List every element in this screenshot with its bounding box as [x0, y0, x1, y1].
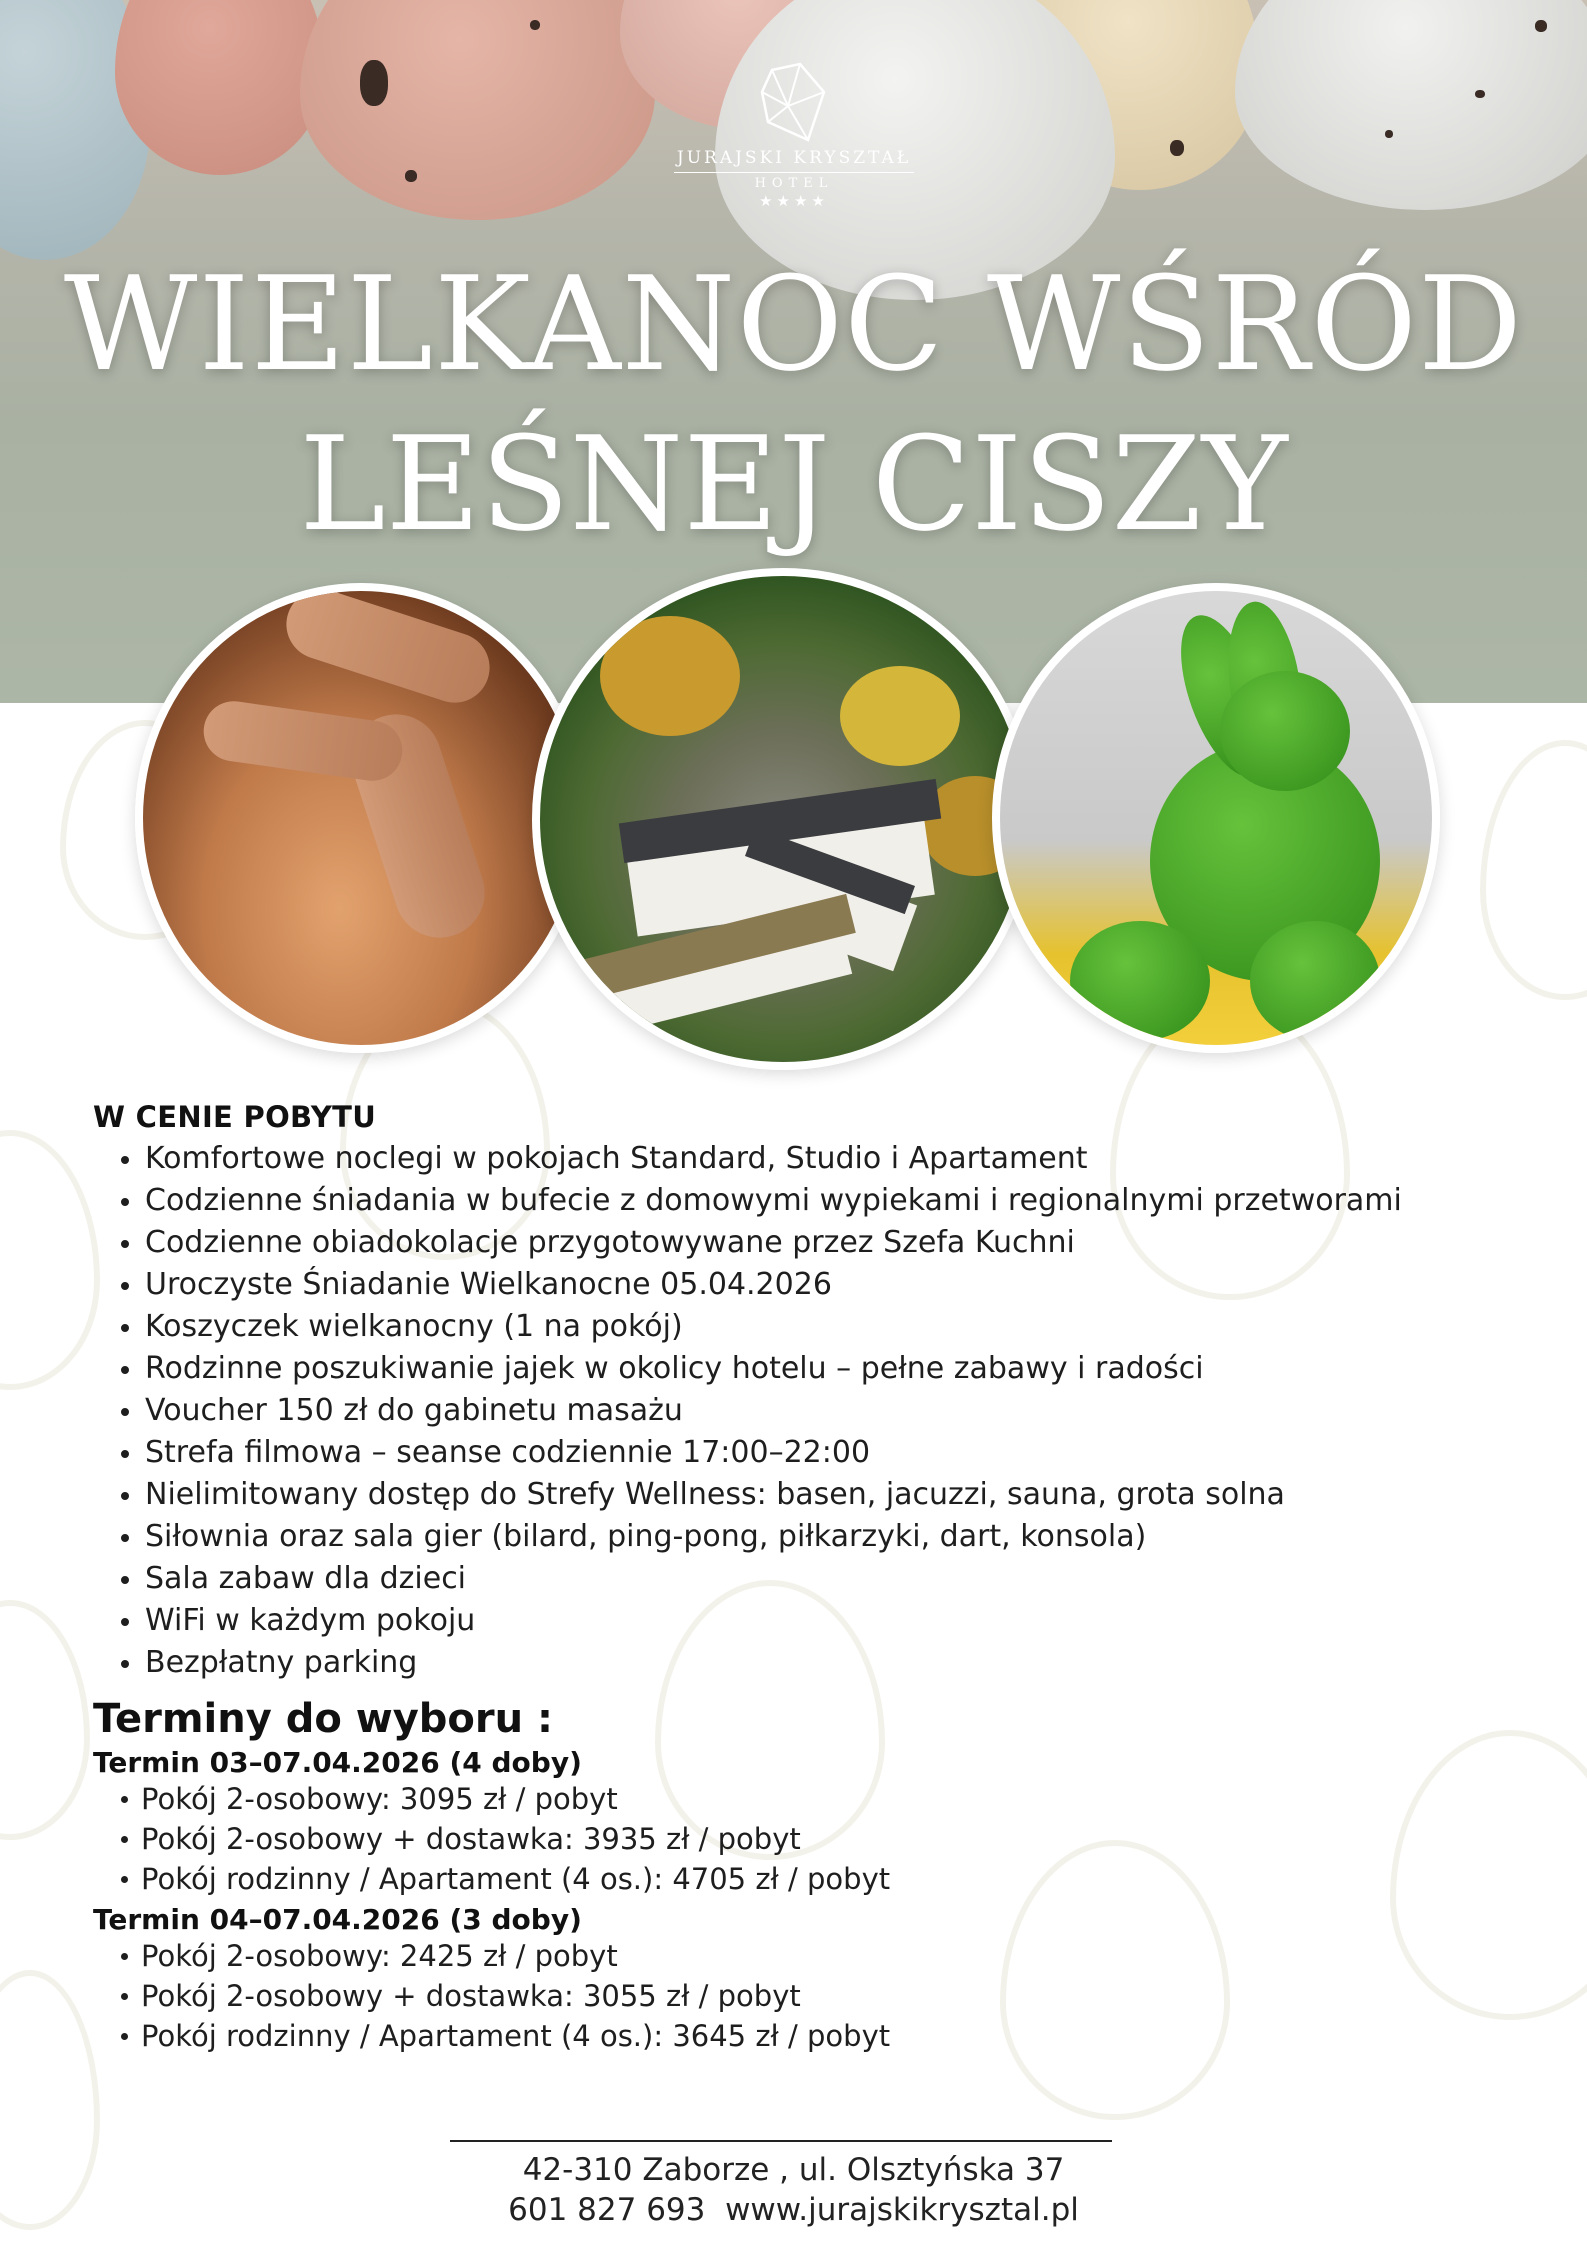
list-item: Uroczyste Śniadanie Wielkanocne 05.04.2026	[93, 1264, 1493, 1306]
price-list	[93, 1936, 1493, 2056]
massage-photo	[135, 583, 587, 1053]
offer-content	[93, 1100, 1493, 2056]
term-heading: Termin 04–07.04.2026 (3 doby)	[93, 1903, 582, 1936]
footer-address: 42-310 Zaborze , ul. Olsztyńska 37	[522, 2152, 1065, 2188]
list-item: WiFi w każdym pokoju	[93, 1600, 1493, 1642]
moss-bunny-photo	[992, 583, 1440, 1053]
price-list	[93, 1779, 1493, 1899]
hotel-name: JURAJSKI KRYSZTAŁ	[676, 148, 912, 168]
decorative-egg-outline	[0, 1600, 90, 1840]
hotel-subtitle: HOTEL	[754, 176, 834, 191]
list-item: Strefa filmowa – seanse codziennie 17:00–22:00	[93, 1432, 1493, 1474]
list-item: Sala zabaw dla dzieci	[93, 1558, 1493, 1600]
price-item: Pokój rodzinny / Apartament (4 os.): 4705 zł / pobyt	[93, 1859, 1493, 1899]
decorative-egg-outline	[0, 1970, 100, 2230]
included-heading: W CENIE POBYTU	[93, 1100, 377, 1134]
headline-line-1: WIELKANOC WŚRÓD	[63, 248, 1524, 400]
easter-egg-white-speckled	[1235, 0, 1587, 210]
term-heading: Termin 03–07.04.2026 (4 doby)	[93, 1746, 582, 1779]
terms-title: Terminy do wyboru :	[93, 1696, 553, 1742]
easter-egg-pink-speckled	[300, 0, 655, 220]
footer-contact	[0, 2192, 1587, 2228]
price-item: Pokój rodzinny / Apartament (4 os.): 3645 zł / pobyt	[93, 2016, 1493, 2056]
list-item: Codzienne obiadokolacje przygotowywane przez Szefa Kuchni	[93, 1222, 1493, 1264]
hotel-logo	[664, 62, 924, 210]
price-item: Pokój 2-osobowy: 3095 zł / pobyt	[93, 1779, 1493, 1819]
list-item: Voucher 150 zł do gabinetu masażu	[93, 1390, 1493, 1432]
price-item: Pokój 2-osobowy + dostawka: 3055 zł / pobyt	[93, 1976, 1493, 2016]
list-item: Nielimitowany dostęp do Strefy Wellness: basen, jacuzzi, sauna, grota solna	[93, 1474, 1493, 1516]
included-list	[93, 1138, 1493, 1684]
hotel-aerial-photo	[532, 568, 1034, 1070]
crystal-icon	[758, 62, 830, 144]
price-item: Pokój 2-osobowy + dostawka: 3935 zł / pobyt	[93, 1819, 1493, 1859]
list-item: Koszyczek wielkanocny (1 na pokój)	[93, 1306, 1493, 1348]
headline-line-2: LEŚNEJ CISZY	[299, 408, 1288, 560]
list-item: Bezpłatny parking	[93, 1642, 1493, 1684]
list-item: Siłownia oraz sala gier (bilard, ping-pong, piłkarzyki, dart, konsola)	[93, 1516, 1493, 1558]
decorative-egg-outline	[1480, 740, 1587, 1000]
footer-divider	[450, 2140, 1112, 2142]
footer-phone[interactable]: 601 827 693	[508, 2192, 706, 2228]
logo-divider	[674, 172, 914, 173]
list-item: Komfortowe noclegi w pokojach Standard, Studio i Apartament	[93, 1138, 1493, 1180]
list-item: Codzienne śniadania w bufecie z domowymi wypiekami i regionalnymi przetworami	[93, 1180, 1493, 1222]
price-item: Pokój 2-osobowy: 2425 zł / pobyt	[93, 1936, 1493, 1976]
list-item: Rodzinne poszukiwanie jajek w okolicy hotelu – pełne zabawy i radości	[93, 1348, 1493, 1390]
footer-website-link[interactable]: www.jurajskikrysztal.pl	[725, 2192, 1079, 2228]
decorative-egg-outline	[0, 1130, 100, 1390]
star-rating: ★★★★	[759, 192, 829, 210]
